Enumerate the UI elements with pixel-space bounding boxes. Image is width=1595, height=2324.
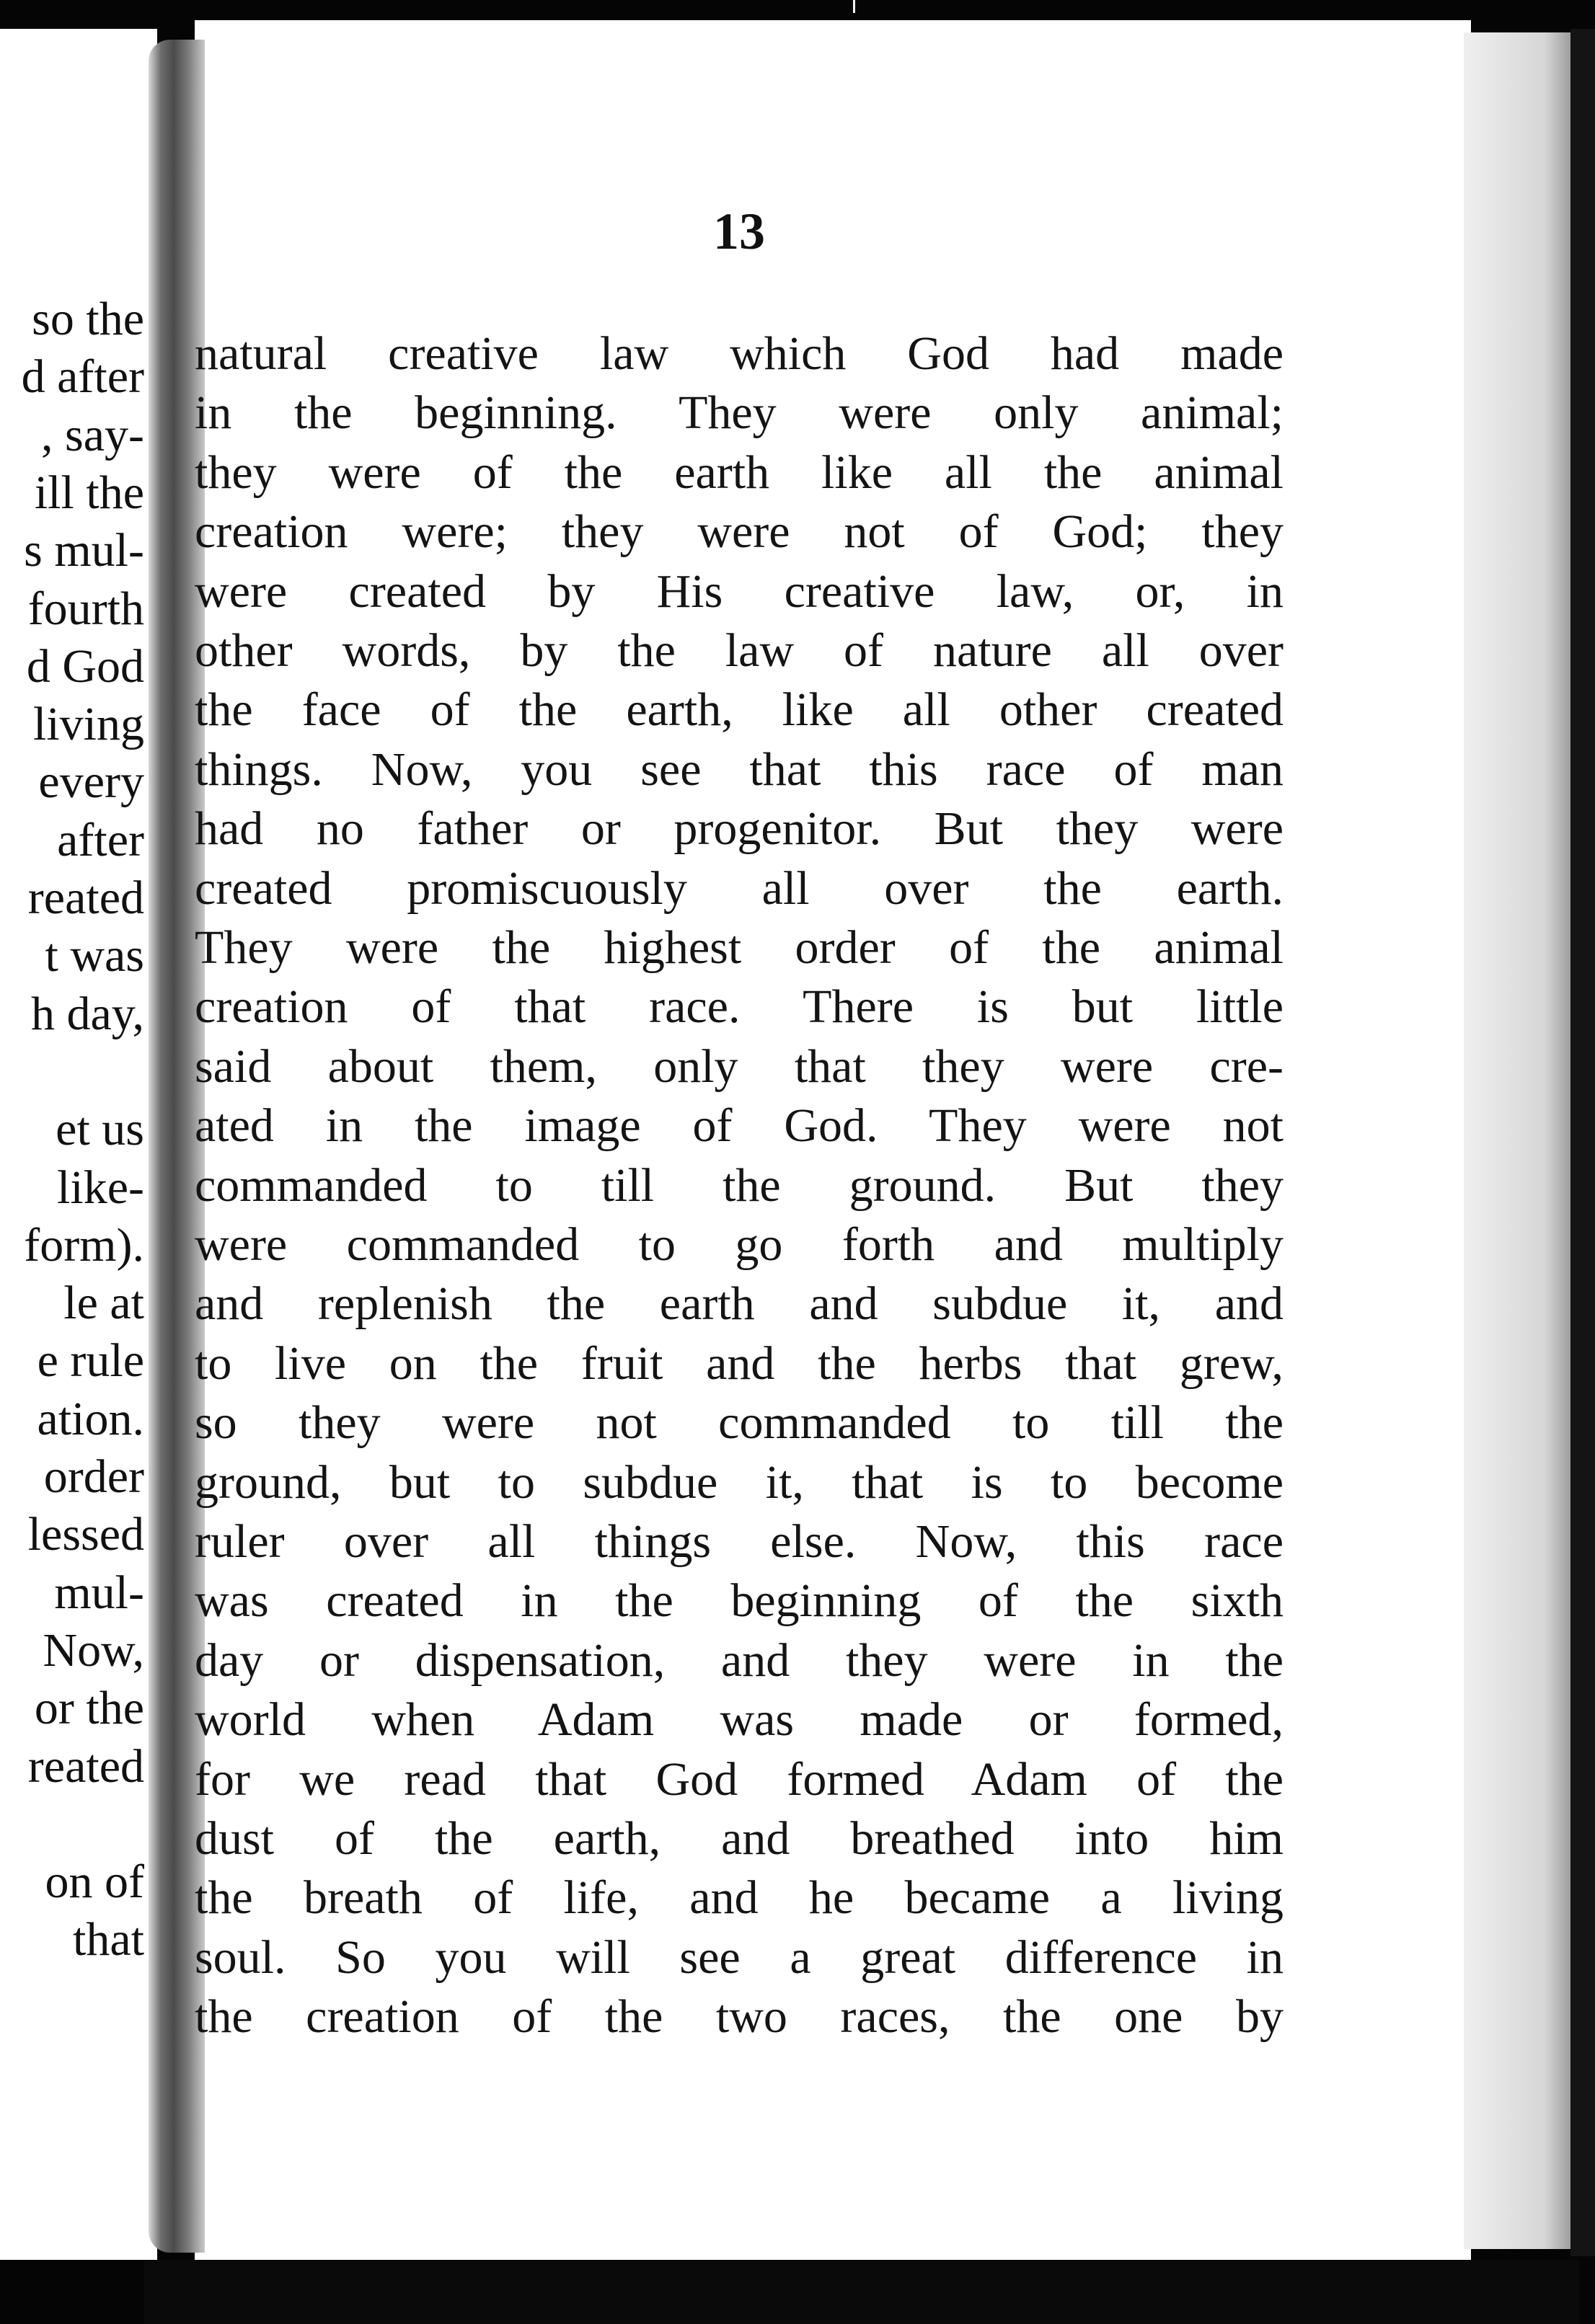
- previous-page-line: lessed: [27, 1508, 144, 1561]
- page-number: 13: [713, 203, 765, 260]
- previous-page-line: ill the: [34, 466, 144, 519]
- text-line: commanded to till the ground. But they: [195, 1158, 1283, 1212]
- text-line: other words, by the law of nature all over: [195, 624, 1283, 677]
- previous-page-line: every: [38, 755, 144, 809]
- text-line: natural creative law which God had made: [195, 327, 1283, 380]
- previous-page-line: that: [73, 1913, 144, 1966]
- text-line: and replenish the earth and subdue it, and: [195, 1277, 1283, 1331]
- page-edge-stack: [1464, 32, 1572, 2249]
- text-line: world when Adam was made or formed,: [195, 1693, 1283, 1747]
- previous-page-fragment: [0, 29, 157, 2260]
- previous-page-line: d God: [26, 639, 144, 693]
- text-line: dust of the earth, and breathed into him: [195, 1812, 1283, 1865]
- text-line: soul. So you will see a great difference in: [195, 1930, 1283, 1984]
- previous-page-line: order: [43, 1450, 144, 1503]
- text-line: they were of the earth like all the animal: [195, 445, 1283, 499]
- text-line: in the beginning. They were only animal;: [195, 386, 1283, 440]
- previous-page-line: living: [32, 698, 144, 751]
- text-line: ground, but to subdue it, that is to become: [195, 1455, 1283, 1509]
- previous-page-line: le at: [63, 1277, 144, 1330]
- previous-page-line: ation.: [37, 1392, 144, 1445]
- previous-page-line: fourth: [27, 582, 144, 635]
- text-line: had no father or progenitor. But they were: [195, 802, 1283, 856]
- previous-page-line: mul-: [54, 1566, 144, 1619]
- previous-page-line: s mul-: [24, 524, 144, 577]
- text-line: ruler over all things else. Now, this race: [195, 1515, 1283, 1568]
- scan-mark: [853, 0, 855, 13]
- previous-page-line: reated: [27, 1739, 144, 1793]
- previous-page-line: after: [57, 813, 144, 866]
- previous-page-line: like-: [57, 1161, 144, 1214]
- bottom-shadow: [144, 2260, 1579, 2324]
- text-line: They were the highest order of the animal: [195, 921, 1283, 974]
- previous-page-line: form).: [24, 1218, 144, 1272]
- previous-page-line: or the: [34, 1682, 144, 1735]
- text-line: creation were; they were not of God; they: [195, 505, 1283, 559]
- previous-page-line: on of: [45, 1855, 144, 1909]
- previous-page-line: e rule: [37, 1334, 144, 1388]
- text-line: the face of the earth, like all other created: [195, 683, 1283, 737]
- text-line: were commanded to go forth and multiply: [195, 1218, 1283, 1271]
- text-line: things. Now, you see that this race of man: [195, 742, 1283, 796]
- book-cover-edge: [1570, 29, 1595, 2256]
- text-line: so they were not commanded to till the: [195, 1396, 1283, 1450]
- text-line: the breath of life, and he became a living: [195, 1871, 1283, 1925]
- previous-page-line: , say-: [41, 408, 144, 461]
- text-line: was created in the beginning of the sixth: [195, 1574, 1283, 1628]
- previous-page-line: reated: [27, 872, 144, 924]
- text-line: the creation of the two races, the one by: [195, 1990, 1283, 2044]
- text-line: day or dispensation, and they were in the: [195, 1633, 1283, 1687]
- text-line: said about them, only that they were cre-: [195, 1039, 1283, 1093]
- previous-page-line: et us: [56, 1103, 144, 1156]
- text-line: creation of that race. There is but little: [195, 980, 1283, 1034]
- previous-page-line: t was: [45, 929, 144, 983]
- text-line: to live on the fruit and the herbs that grew,: [195, 1336, 1283, 1390]
- text-line: for we read that God formed Adam of the: [195, 1752, 1283, 1806]
- previous-page-line: h day,: [30, 987, 144, 1040]
- text-line: ated in the image of God. They were not: [195, 1099, 1283, 1153]
- previous-page-line: so the: [32, 293, 144, 345]
- previous-page-line: d after: [21, 350, 144, 404]
- previous-page-line: Now,: [43, 1623, 144, 1677]
- text-line: were created by His creative law, or, in: [195, 564, 1283, 618]
- text-line: created promiscuously all over the earth.: [195, 861, 1283, 915]
